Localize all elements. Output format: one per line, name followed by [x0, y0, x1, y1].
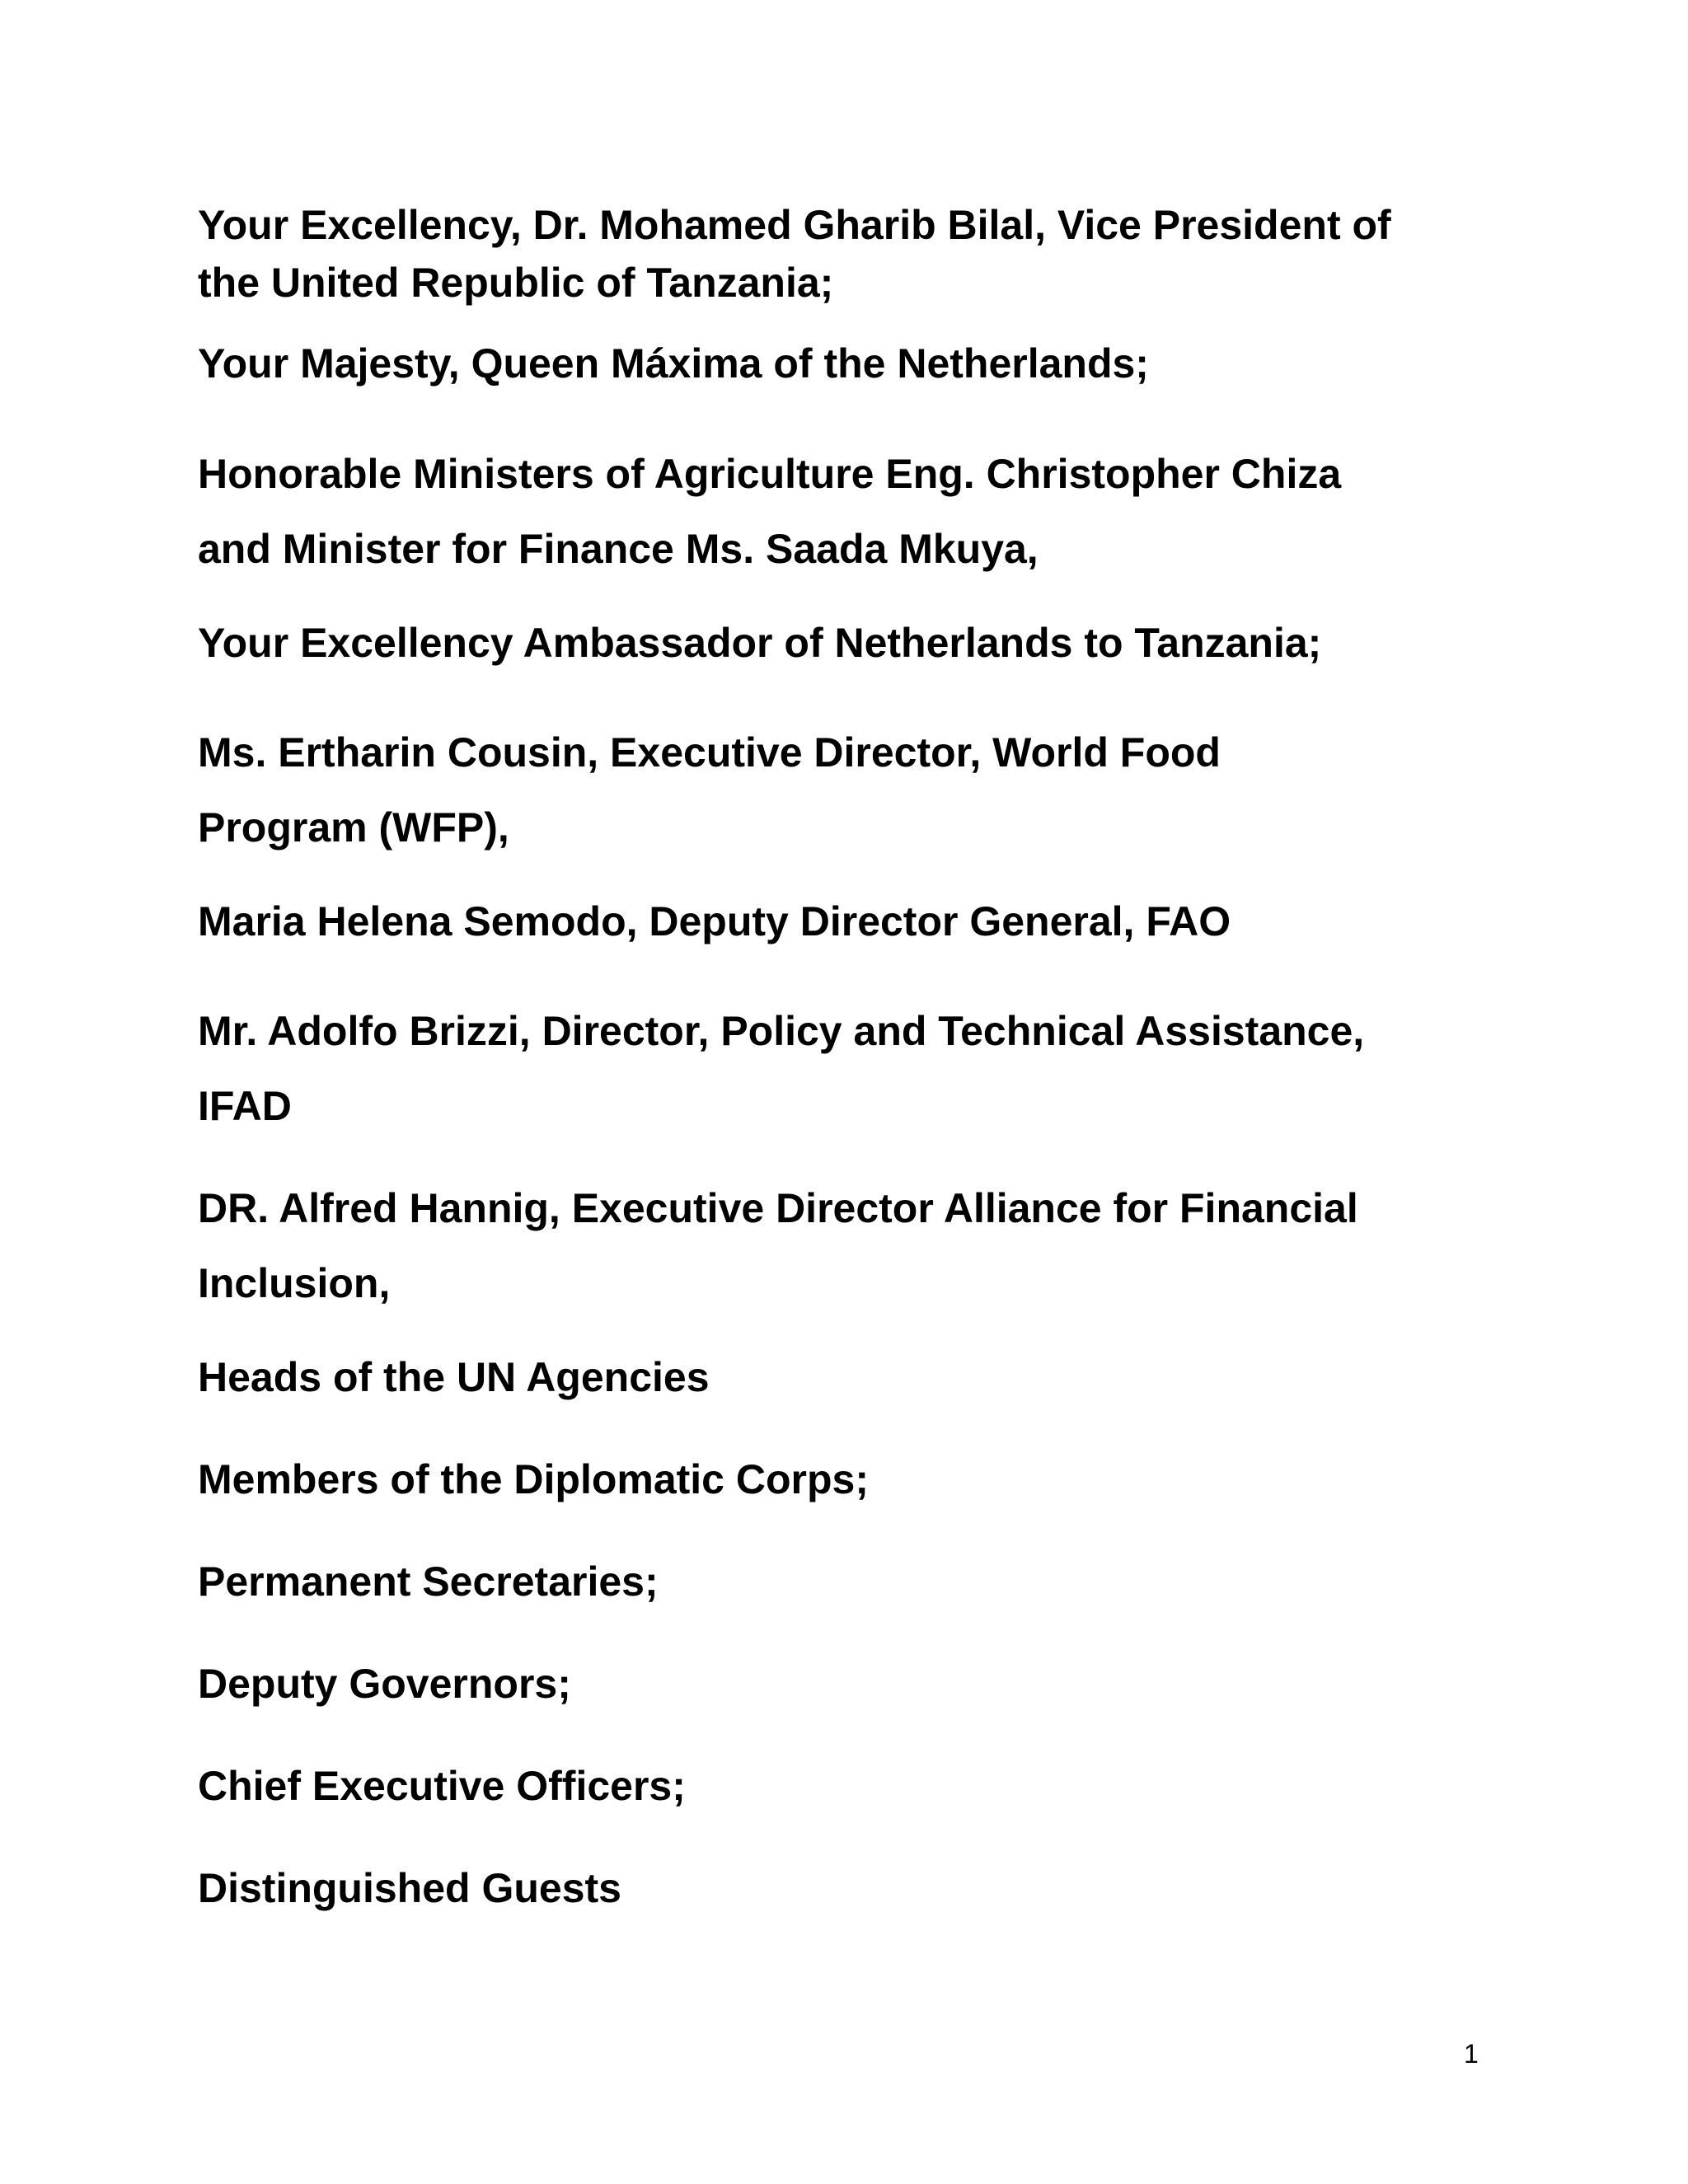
salutation-vice-president [198, 196, 1533, 312]
salutation-line: Your Excellency, Dr. Mohamed Gharib Bilal, Vice President of [198, 202, 1391, 248]
salutation-line: Members of the Diplomatic Corps; [198, 1456, 869, 1502]
salutation-fao [198, 893, 1533, 950]
salutation-line: Distinguished Guests [198, 1865, 621, 1911]
salutation-line: Program (WFP), [198, 804, 509, 851]
salutation-ministers [198, 437, 1533, 587]
salutation-line: Deputy Governors; [198, 1661, 571, 1707]
salutation-line: IFAD [198, 1083, 292, 1129]
salutation-wfp [198, 715, 1533, 865]
salutation-deputy-governors [198, 1655, 1533, 1713]
salutation-ceos [198, 1757, 1533, 1815]
salutation-diplomatic-corps [198, 1451, 1533, 1508]
salutation-permanent-secretaries [198, 1553, 1533, 1610]
salutation-ifad [198, 994, 1533, 1144]
salutation-line: Honorable Ministers of Agriculture Eng. Christopher Chiza [198, 451, 1342, 497]
salutation-line: Chief Executive Officers; [198, 1763, 686, 1809]
salutation-queen [198, 335, 1533, 392]
salutation-line: Your Majesty, Queen Máxima of the Netherlands; [198, 340, 1149, 387]
salutation-line: the United Republic of Tanzania; [198, 260, 834, 306]
page-number: 1 [1464, 2039, 1479, 2069]
salutation-line: Heads of the UN Agencies [198, 1354, 710, 1400]
salutation-line: Inclusion, [198, 1260, 391, 1306]
salutation-line: Your Excellency Ambassador of Netherlands to Tanzania; [198, 620, 1322, 666]
salutation-un-agencies [198, 1348, 1533, 1406]
salutation-line: Permanent Secretaries; [198, 1558, 659, 1605]
salutation-line: Mr. Adolfo Brizzi, Director, Policy and Technical Assistance, [198, 1008, 1365, 1054]
salutation-afi [198, 1171, 1533, 1321]
salutation-distinguished-guests [198, 1859, 1533, 1917]
salutation-line: Maria Helena Semodo, Deputy Director General, FAO [198, 898, 1231, 944]
salutation-line: and Minister for Finance Ms. Saada Mkuya, [198, 526, 1039, 572]
salutation-ambassador [198, 614, 1533, 672]
salutation-line: Ms. Ertharin Cousin, Executive Director, World Food [198, 729, 1221, 776]
salutation-line: DR. Alfred Hannig, Executive Director Alliance for Financial [198, 1185, 1358, 1231]
